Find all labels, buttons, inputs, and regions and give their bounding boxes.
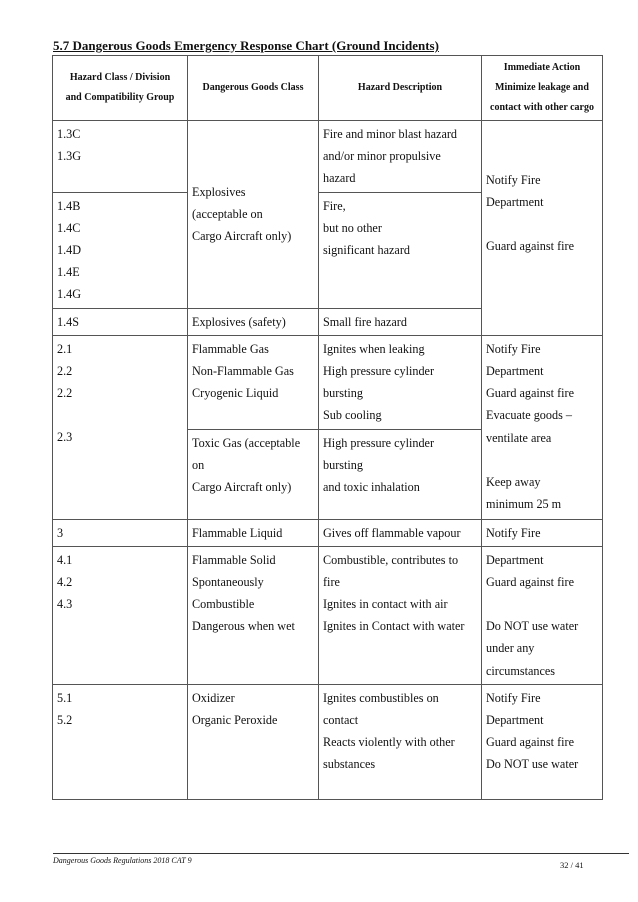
division-cell bbox=[53, 546, 188, 684]
cell-line: and/or minor propulsive bbox=[323, 149, 441, 164]
cell-line: Department bbox=[486, 552, 544, 567]
header-hazard-class bbox=[53, 56, 188, 121]
description-cell bbox=[319, 546, 482, 684]
cell-line: Spontaneously bbox=[192, 575, 264, 590]
cell-line: Do NOT use water bbox=[486, 619, 579, 634]
cell-line: and Compatibility Group bbox=[65, 92, 175, 103]
emergency-response-table bbox=[52, 55, 603, 800]
cell-line: High pressure cylinder bbox=[323, 364, 435, 379]
cell-line: minimum 25 m bbox=[486, 497, 562, 512]
cell-line: 1.3G bbox=[57, 149, 82, 164]
cell-line: Non-Flammable Gas bbox=[192, 364, 294, 379]
cell-line: fire bbox=[323, 575, 340, 590]
description-cell: Small fire hazard bbox=[319, 308, 482, 335]
cell-line: Minimize leakage and bbox=[495, 82, 589, 93]
action-cell bbox=[482, 121, 603, 336]
cell-line: substances bbox=[323, 757, 376, 772]
class-cell: Explosives (safety) bbox=[188, 308, 319, 335]
division-cell bbox=[53, 335, 188, 519]
class-cell bbox=[188, 429, 319, 519]
cell-line: Do NOT use water bbox=[486, 757, 579, 772]
cell-line: Combustible bbox=[192, 597, 255, 612]
cell-line: 1.4D bbox=[57, 243, 82, 258]
cell-line: Reacts violently with other bbox=[323, 735, 455, 750]
cell-line: 2.1 bbox=[57, 341, 73, 356]
cell-line: Cargo Aircraft only) bbox=[192, 229, 292, 244]
division-cell bbox=[53, 192, 188, 308]
cell-line: Ignites in Contact with water bbox=[323, 619, 465, 634]
cell-line: Department bbox=[486, 364, 544, 379]
description-cell bbox=[319, 335, 482, 429]
cell-line: 5.2 bbox=[57, 713, 73, 728]
cell-line: Sub cooling bbox=[323, 408, 382, 423]
cell-line: significant hazard bbox=[323, 243, 410, 258]
cell-line: 1.4E bbox=[57, 265, 80, 280]
cell-line: Explosives bbox=[192, 185, 246, 199]
description-cell bbox=[319, 121, 482, 193]
cell-line: Ignites in contact with air bbox=[323, 597, 448, 612]
page-number: 32 / 41 bbox=[560, 860, 584, 870]
cell-line: Ignites when leaking bbox=[323, 341, 425, 356]
header-hazard-description: Hazard Description bbox=[319, 56, 482, 121]
class-cell bbox=[188, 335, 319, 429]
cell-line: Keep away bbox=[486, 474, 541, 489]
header-dg-class: Dangerous Goods Class bbox=[188, 56, 319, 121]
action-cell: Notify Fire bbox=[482, 519, 603, 546]
description-cell bbox=[319, 429, 482, 519]
cell-line bbox=[486, 593, 598, 615]
cell-line: Guard against fire bbox=[486, 735, 574, 750]
cell-line: Dangerous when wet bbox=[192, 619, 295, 634]
cell-line bbox=[486, 449, 598, 471]
header-row bbox=[53, 56, 603, 121]
cell-line: Combustible, contributes to bbox=[323, 552, 459, 567]
cell-line: 1.4B bbox=[57, 198, 81, 213]
header-immediate-action bbox=[482, 56, 603, 121]
description-cell bbox=[319, 192, 482, 308]
division-code: 2.3 bbox=[57, 430, 73, 445]
cell-line: Flammable Gas bbox=[192, 341, 269, 356]
cell-line: bursting bbox=[323, 457, 363, 472]
cell-line: Notify Fire bbox=[486, 690, 541, 705]
cell-line: Toxic Gas (acceptable bbox=[192, 435, 301, 450]
table-row bbox=[53, 546, 603, 684]
cell-line: Guard against fire bbox=[486, 575, 574, 590]
cell-line: Guard against fire bbox=[486, 386, 574, 401]
cell-line: 5.1 bbox=[57, 690, 73, 705]
cell-line: hazard bbox=[323, 171, 356, 186]
cell-line: under any bbox=[486, 641, 535, 656]
cell-line: but no other bbox=[323, 220, 382, 235]
cell-line: 4.2 bbox=[57, 575, 73, 590]
cell-line: Oxidizer bbox=[192, 690, 235, 705]
cell-line: Fire, bbox=[323, 198, 346, 213]
cell-line: 2.2 bbox=[57, 364, 73, 379]
cell-line: Immediate Action bbox=[503, 62, 581, 73]
cell-line bbox=[486, 213, 598, 235]
class-cell bbox=[188, 546, 319, 684]
cell-line: Cryogenic Liquid bbox=[192, 386, 279, 401]
cell-line: Flammable Solid bbox=[192, 552, 276, 567]
cell-line: contact with other cargo bbox=[490, 102, 594, 113]
table-row bbox=[53, 121, 603, 193]
division-cell bbox=[53, 684, 188, 799]
cell-line: Evacuate goods – bbox=[486, 408, 572, 423]
division-list bbox=[57, 338, 183, 405]
cell-line: bursting bbox=[323, 386, 363, 401]
class-cell bbox=[188, 684, 319, 799]
division-cell: 1.4S bbox=[53, 308, 188, 335]
table-row bbox=[53, 519, 603, 546]
cell-line: Ignites combustibles on bbox=[323, 690, 439, 705]
cell-line: Notify Fire bbox=[486, 173, 541, 187]
cell-line: and toxic inhalation bbox=[323, 480, 420, 495]
class-cell: Flammable Liquid bbox=[188, 519, 319, 546]
description-cell: Gives off flammable vapour bbox=[319, 519, 482, 546]
cell-line: circumstances bbox=[486, 663, 556, 678]
cell-line: (acceptable on bbox=[192, 207, 263, 222]
cell-line: 4.1 bbox=[57, 552, 73, 567]
division-cell: 3 bbox=[53, 519, 188, 546]
cell-line: 4.3 bbox=[57, 597, 73, 612]
cell-line: ventilate area bbox=[486, 430, 552, 445]
footer-document-title: Dangerous Goods Regulations 2018 CAT 9 bbox=[53, 856, 192, 865]
cell-line: Hazard Class / Division bbox=[69, 72, 171, 83]
cell-line: Guard against fire bbox=[486, 239, 574, 254]
action-cell bbox=[482, 546, 603, 684]
cell-line: on bbox=[192, 457, 205, 472]
section-title: 5.7 Dangerous Goods Emergency Response Chart (Ground Incidents) bbox=[53, 38, 439, 53]
cell-line: 1.4G bbox=[57, 287, 82, 302]
cell-line: Department bbox=[486, 195, 544, 210]
class-cell bbox=[188, 121, 319, 309]
cell-line: High pressure cylinder bbox=[323, 435, 435, 450]
footer-divider bbox=[53, 853, 629, 854]
cell-line: Department bbox=[486, 713, 544, 728]
cell-line: Notify Fire bbox=[486, 341, 541, 356]
action-cell bbox=[482, 335, 603, 519]
description-cell bbox=[319, 684, 482, 799]
table-row bbox=[53, 335, 603, 429]
cell-line: 2.2 bbox=[57, 386, 73, 401]
cell-line: 1.3C bbox=[57, 127, 81, 141]
cell-line: contact bbox=[323, 713, 359, 728]
cell-line: Fire and minor blast hazard bbox=[323, 127, 458, 141]
cell-line: Organic Peroxide bbox=[192, 713, 278, 728]
cell-line: Cargo Aircraft only) bbox=[192, 480, 292, 495]
table-row bbox=[53, 684, 603, 799]
action-cell bbox=[482, 684, 603, 799]
cell-line: 1.4C bbox=[57, 220, 81, 235]
division-cell bbox=[53, 121, 188, 193]
